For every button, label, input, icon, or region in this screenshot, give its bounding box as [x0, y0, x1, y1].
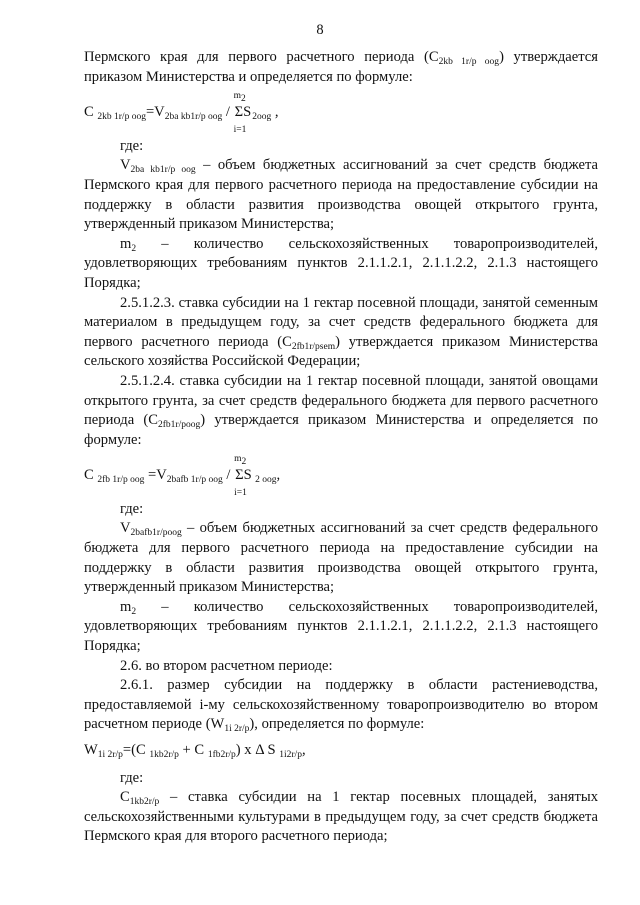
clause-2-6: 2.6. во втором расчетном периоде:: [120, 657, 333, 674]
definition-v2bafb: $V_{2bafb1r/poog}$ – объем бюджетных ассигнований за счет средств федерального бюджета для первого расчетного периода на предоставление субсидии на поддержку в области развития производства овощей открытого грунта, утвержденный приказом Министерства;: [84, 520, 598, 596]
where-label: где:: [120, 500, 144, 517]
where-label: где:: [120, 769, 144, 786]
clause-2-5-1-2-4: 2.5.1.2.4. ставка субсидии на 1 гектар посевной площади, занятой овощами открытого грунта, за счет средств федерального бюджета для первого расчетного периода $(С_{2fb1r/poog})$ утверждается приказом Министерства и определяется по формуле:: [84, 372, 598, 448]
where-label: где:: [120, 137, 144, 154]
formula-w1i: $W_{1i 2r/p}=(С$ $_{1kb2r/p}$ + С $_{1fb2r/p}$) x Δ S $_{1i2r/p}$,: [84, 742, 306, 760]
definition-m2-second: $m_2$ – количество сельскохозяйственных товаропроизводителей, удовлетворяющих требованиям пунктов 2.1.1.2.1, 2.1.1.2.2, 2.1.3 настоящего Порядка;: [84, 598, 598, 655]
clause-2-6-1: 2.6.1. размер субсидии на поддержку в области растениеводства, предоставляемой i-му сельскохозяйственному товаропроизводителю во втором расчетном периоде $(W_{1i 2r/p})$, определяется по формуле:: [84, 677, 598, 735]
definition-m2: $m_2$ – количество сельскохозяйственных товаропроизводителей, удовлетворяющих требованиям пунктов 2.1.1.2.1, 2.1.1.2.2, 2.1.3 настоящего Порядка;: [84, 235, 598, 291]
page-number: 8: [316, 22, 324, 38]
document-body: [84, 48, 598, 847]
paragraph-intro: Пермского края для первого расчетного периода $(С_{2kb 1r/p oog})$ утверждается приказом Министерства и определяется по формуле:: [84, 49, 598, 85]
sum-sign: m2 ΣS i=1: [233, 91, 252, 135]
clause-2-5-1-2-3: 2.5.1.2.3. ставка субсидии на 1 гектар посевной площади, занятой семенным материалом в предыдущем году, за счет средств федерального бюджета для первого расчетного периода $(С_{2fb1r/psem})$ утверждается приказом Министерства сельского хозяйства Российской Федерации;: [84, 294, 599, 370]
definition-c1kb2r: $С_{1kb2r/p}$ – ставка субсидии на 1 гектар посевных площадей, занятых сельскохозяйственными культурами в предыдущем году, за счет средств бюджета Пермского края для второго расчетного периода;: [84, 789, 598, 845]
formula-c2fb: С $_{2fb 1r/p oog} =V_{2bafb 1r/p oog}$ / m2 ΣS i=1 $_{2 oog}$,: [84, 454, 281, 498]
formula-c2kb: С $_{2kb 1r/p oog}=V_{2ba kb1r/p oog}$ / m2 ΣS i=1 $_{2oog}$ ,: [84, 91, 279, 135]
definition-v2ba: $V_{2ba kb1r/p oog}$ – объем бюджетных ассигнований за счет средств бюджета Пермского края для первого расчетного периода на предоставление субсидии на поддержку в области развития производства овощей открытого грунта, утвержденный приказом Министерства;: [84, 157, 598, 233]
sum-sign: m2 ΣS i=1: [234, 454, 252, 498]
